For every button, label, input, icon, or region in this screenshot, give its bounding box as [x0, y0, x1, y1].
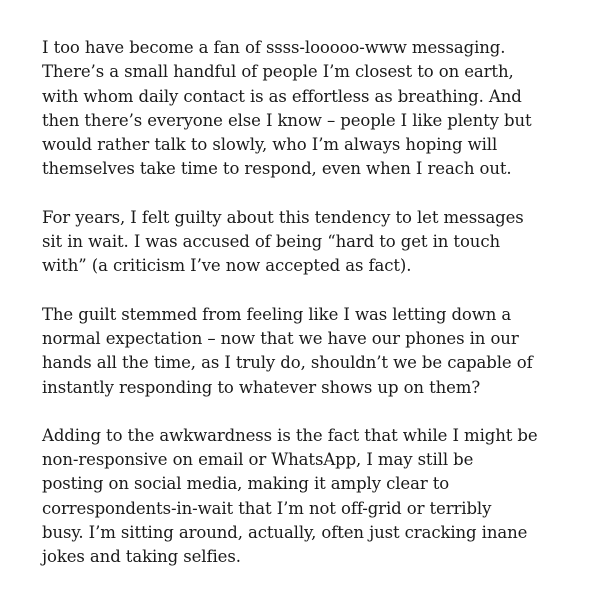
text-line: hands all the time, as I truly do, shouldn’t we be capable of	[42, 353, 533, 373]
text-line: instantly responding to whatever shows up on them?	[42, 377, 481, 397]
text-line: For years, I felt guilty about this tendency to let messages	[42, 207, 524, 227]
paragraph-2	[42, 206, 587, 279]
text-line: with” (a criticism I’ve now accepted as fact).	[42, 256, 412, 276]
text-line: Adding to the awkwardness is the fact that while I might be	[42, 425, 538, 445]
text-line: busy. I’m sitting around, actually, often just cracking inane	[42, 523, 528, 543]
text-line: There’s a small handful of people I’m closest to on earth,	[42, 62, 514, 82]
paragraph-4	[42, 424, 587, 570]
text-line: themselves take time to respond, even when I reach out.	[42, 159, 512, 179]
essay-text	[42, 36, 587, 594]
text-line: sit in wait. I was accused of being “hard to get in touch	[42, 232, 500, 252]
paragraph-1	[42, 36, 587, 182]
text-line: I too have become a fan of ssss-looooo-www messaging.	[42, 38, 506, 57]
text-line: The guilt stemmed from feeling like I was letting down a	[42, 304, 512, 324]
text-line: posting on social media, making it amply clear to	[42, 474, 450, 494]
text-line: would rather talk to slowly, who I’m always hoping will	[42, 135, 498, 155]
text-line: non-responsive on email or WhatsApp, I may still be	[42, 450, 474, 470]
text-line: correspondents-in-wait that I’m not off-grid or terribly	[42, 498, 492, 518]
text-line: then there’s everyone else I know – people I like plenty but	[42, 110, 532, 130]
text-line: jokes and taking selfies.	[42, 547, 241, 567]
text-line: normal expectation – now that we have our phones in our	[42, 328, 519, 348]
paragraph-3	[42, 303, 587, 400]
text-line: with whom daily contact is as effortless as breathing. And	[42, 86, 522, 106]
